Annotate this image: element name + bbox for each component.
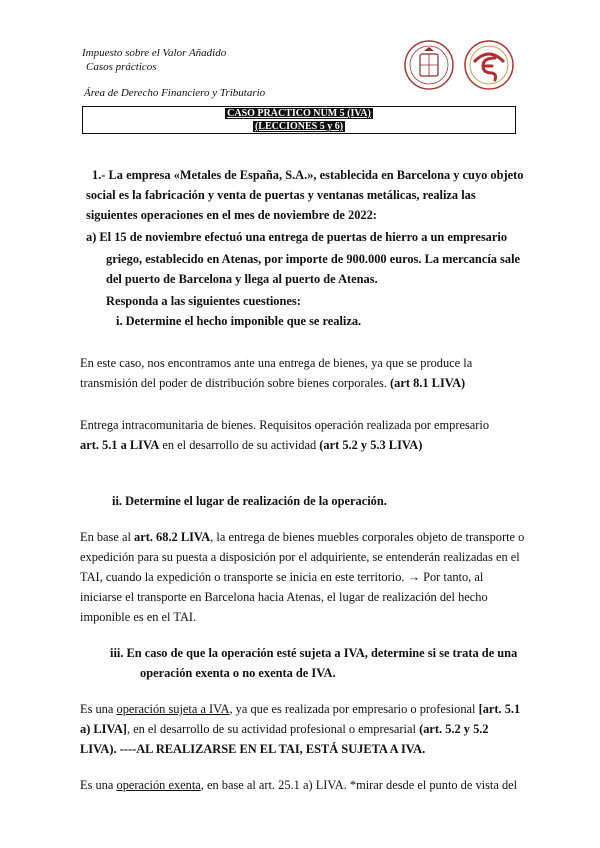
answer-iii-line1: Es una operación sujeta a IVA, ya que es realizada por empresario o profesional [art. 5.1: [80, 702, 521, 716]
case-title: CASO PRÁCTICO NÚM 5 (IVA): [227, 108, 371, 119]
question-ii: ii. Determine el lugar de realización de la operación.: [112, 494, 387, 508]
question-iii-line1: iii. En caso de que la operación esté sujeta a IVA, determine si se trata de una: [110, 646, 518, 660]
question-i: i. Determine el hecho imponible que se realiza.: [116, 314, 362, 328]
answer-i-line4: art. 5.1 a LIVA en el desarrollo de su actividad (art 5.2 y 5.3 LIVA): [80, 438, 423, 452]
question-a-line1: a) El 15 de noviembre efectuó una entrega de puertas de hierro a un empresario: [86, 230, 508, 244]
answer-iii-line4: Es una operación exenta, en base al art. 25.1 a) LIVA. *mirar desde el punto de vista del: [80, 778, 518, 792]
answer-ii-line2: expedición para su puesta a disposición por el adquiriente, se entenderán realizadas en el: [80, 550, 520, 564]
question-a-line3: del puerto de Barcelona y llega al puerto de Atenas.: [106, 272, 378, 286]
answer-iii-line3: LIVA). ----AL REALIZARSE EN EL TAI, ESTÁ SUJETA A IVA.: [80, 742, 426, 756]
question-iii-line2: operación exenta o no exenta de IVA.: [140, 666, 336, 680]
answer-i-line1: En este caso, nos encontramos ante una entrega de bienes, ya que se produce la: [80, 356, 473, 370]
question-intro-line2: social es la fabricación y venta de puertas y ventanas metálicas, realiza las: [86, 188, 476, 202]
university-seal-logo: [404, 40, 454, 90]
answer-i-line3: Entrega intracomunitaria de bienes. Requisitos operación realizada por empresario: [80, 418, 490, 432]
case-title-box: [82, 106, 516, 134]
answer-ii-line4: iniciarse el transporte en Barcelona hacia Atenas, el lugar de realización del hecho: [80, 590, 488, 604]
question-intro-line1: 1.- La empresa «Metales de España, S.A.», establecida en Barcelona y cuyo objeto: [92, 168, 524, 182]
question-a-line2: griego, establecido en Atenas, por importe de 900.000 euros. La mercancía sale: [106, 252, 521, 266]
faculty-emblem-logo: [464, 40, 514, 90]
answer-i-line2: transmisión del poder de distribución sobre bienes corporales. (art 8.1 LIVA): [80, 376, 466, 390]
question-intro-line3: siguientes operaciones en el mes de noviembre de 2022:: [86, 208, 377, 222]
header-subtitle: Casos prácticos: [86, 61, 157, 73]
answer-ii-line3: TAI, cuando la expedición o transporte se inicia en este territorio. → Por tanto, al: [80, 570, 484, 584]
header-subject: Impuesto sobre el Valor Añadido: [82, 47, 227, 59]
answer-ii-line5: imponible es en el TAI.: [80, 610, 197, 624]
question-a-prompt: Responda a las siguientes cuestiones:: [106, 294, 301, 308]
answer-iii-line2: a) LIVA], en el desarrollo de su actividad profesional o empresarial (art. 5.2 y 5.2: [80, 722, 489, 736]
header-department: Área de Derecho Financiero y Tributario: [84, 87, 266, 99]
answer-ii-line1: En base al art. 68.2 LIVA, la entrega de bienes muebles corporales objeto de transporte o: [80, 530, 525, 544]
case-lessons: (LECCIONES 5 y 6): [254, 121, 344, 132]
